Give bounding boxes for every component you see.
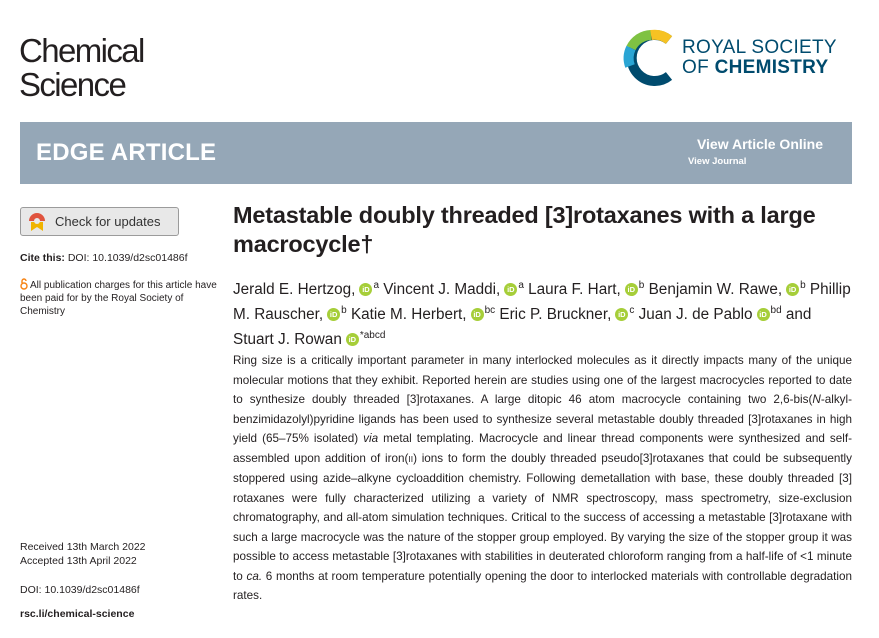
- author-affiliation: b: [800, 280, 806, 291]
- author-name: Benjamin W. Rawe,: [648, 281, 783, 298]
- received-date: Received 13th March 2022: [20, 541, 146, 553]
- article-type-banner: [20, 122, 852, 184]
- author-affiliation: b: [638, 280, 645, 291]
- author-list: [233, 275, 855, 350]
- author-name: Jerald E. Hertzog,: [233, 281, 356, 298]
- abstract-part4: ) ions to form the doubly threaded pseudo[3]rotaxanes that could be subsequently stoppered using azide–alkyne cycloaddition chemistry. Following demetallation with base, these doubly threaded [3] rotaxanes were fully characterized utilizing a variety of NMR spectroscopy, mass spectrometry, size-exclusion chromatography, and all-atom simulation techniques. Critical to the success of accessing a metastable [3]rotaxane with such a large macrocycle was the nature of the stopper group employed. By varying the size of the stopper group it was possible to access metastable [3]rotaxanes with stabilities in deuterated chloroform ranging from a half-life of <1 minute to: [233, 451, 853, 583]
- orcid-icon[interactable]: iD: [615, 308, 628, 321]
- author-name: Juan J. de Pablo: [638, 306, 753, 323]
- abstract-part5: 6 months at room temperature potentially opening the door to interlocked materials with controllable degradation rates.: [233, 569, 853, 602]
- open-access-text: All publication charges for this article have been paid for by the Royal Society of Chemistry: [20, 280, 217, 317]
- article-type: EDGE ARTICLE: [36, 139, 217, 166]
- rsc-line1: ROYAL SOCIETY: [682, 37, 837, 58]
- rsc-line2-prefix: OF: [682, 57, 715, 78]
- rsc-line2-bold: CHEMISTRY: [714, 57, 829, 78]
- rsc-logo: [621, 26, 853, 96]
- author-name: and Stuart J. Rowan: [233, 306, 812, 348]
- abstract-part1: Ring size is a critically important parameter in many interlocked molecules as it directly impacts many of the unique molecular motions that they exhibit. Reported herein are studies using one of the largest macrocycles reported to date to synthesize doubly threaded [3]rotaxanes. A large ditopic 46 atom macrocycle containing two 2,6-bis(: [233, 354, 852, 406]
- abstract-part2: -alkyl-benzimidazolyl)pyridine ligands has been used to synthesize several metastable doubly threaded [3]rotaxanes in high yield (65–75% isolated): [233, 393, 852, 445]
- cite-label: Cite this:: [20, 252, 65, 264]
- orcid-icon[interactable]: iD: [346, 333, 359, 346]
- author-affiliation: bc: [484, 305, 496, 316]
- check-updates-icon: [28, 212, 46, 232]
- publication-dates: [20, 541, 146, 568]
- orcid-icon[interactable]: iD: [625, 283, 638, 296]
- author-affiliation: c: [629, 305, 635, 316]
- rsc-logo-icon: [621, 26, 679, 90]
- orcid-icon[interactable]: iD: [359, 283, 372, 296]
- open-access-icon: [20, 278, 28, 290]
- author-affiliation: a: [518, 280, 524, 291]
- doi: DOI: 10.1039/d2sc01486f: [20, 584, 140, 596]
- orcid-icon[interactable]: iD: [504, 283, 517, 296]
- author-affiliation: b: [341, 305, 347, 316]
- author-name: Phillip M. Rauscher,: [233, 281, 851, 323]
- orcid-icon[interactable]: iD: [471, 308, 484, 321]
- orcid-icon[interactable]: iD: [786, 283, 799, 296]
- view-article-online-link[interactable]: View Article Online: [696, 136, 823, 152]
- view-journal-link[interactable]: View Journal: [688, 156, 747, 167]
- author-name: Laura F. Hart,: [528, 281, 621, 298]
- abstract-part3: metal templating. Macrocycle and linear thread components were synthesized and self-assembled upon addition of iron(: [233, 432, 852, 465]
- cite-this: [20, 252, 188, 264]
- check-for-updates-button[interactable]: [20, 207, 179, 236]
- author-name: Vincent J. Maddi,: [383, 281, 501, 298]
- abstract: [233, 351, 852, 606]
- article-title: Metastable doubly threaded [3]rotaxanes with a large macrocycle†: [233, 202, 816, 257]
- cite-doi: DOI: 10.1039/d2sc01486f: [67, 252, 188, 264]
- author-name: Eric P. Bruckner,: [499, 306, 612, 323]
- journal-title-line1: Chemical: [19, 32, 144, 69]
- abstract-smallcaps-ii: II: [408, 453, 414, 464]
- rsc-line2: [682, 58, 837, 78]
- abstract-italic-via: via: [363, 432, 379, 445]
- author-affiliation: a: [373, 280, 379, 291]
- journal-site-link[interactable]: rsc.li/chemical-science: [20, 608, 135, 620]
- accepted-date: Accepted 13th April 2022: [20, 554, 137, 567]
- abstract-italic-ca: ca.: [246, 569, 263, 583]
- orcid-icon[interactable]: iD: [757, 308, 770, 321]
- author-name: Katie M. Herbert,: [350, 306, 467, 323]
- check-for-updates-label: Check for updates: [55, 214, 161, 229]
- journal-title: [19, 34, 144, 102]
- author-affiliation: bd: [770, 305, 782, 316]
- rsc-wordmark: [682, 38, 837, 78]
- journal-title-line2: Science: [19, 66, 126, 103]
- orcid-icon[interactable]: iD: [327, 308, 340, 321]
- author-affiliation: *abcd: [359, 330, 386, 341]
- abstract-italic-n: N: [812, 393, 821, 406]
- open-access-note: [20, 278, 220, 318]
